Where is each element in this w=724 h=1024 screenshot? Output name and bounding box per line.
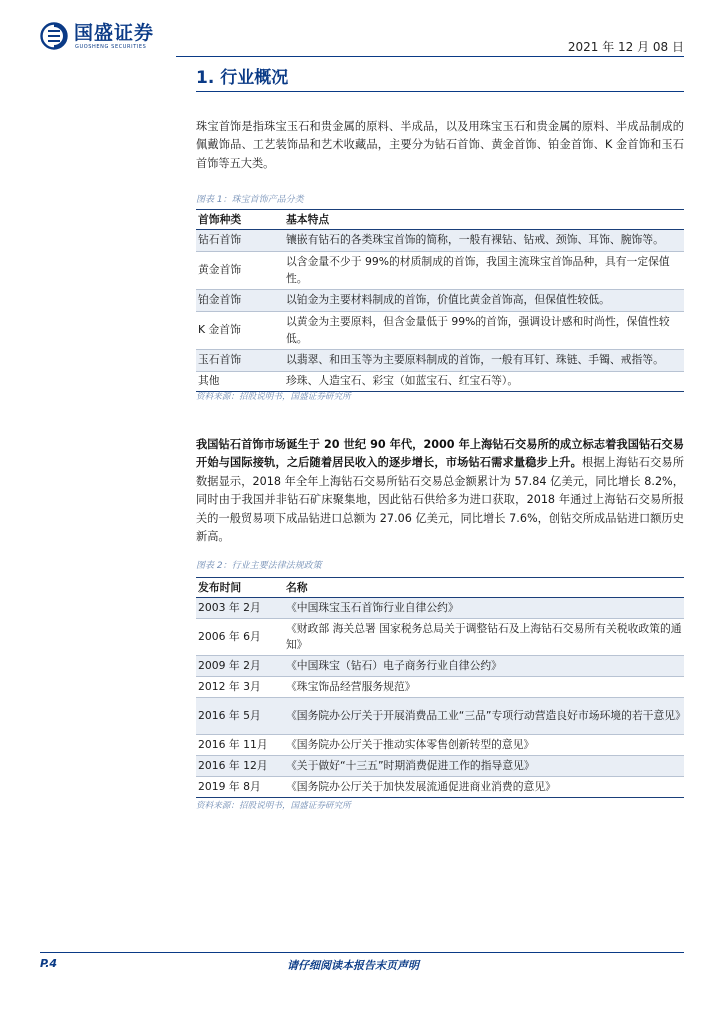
feature-cell: 珍珠、人造宝石、彩宝（如蓝宝石、红宝石等）。 — [284, 372, 684, 392]
feature-cell: 镶嵌有钻石的各类珠宝首饰的简称，一般有裸钻、钻戒、颈饰、耳饰、腕饰等。 — [284, 230, 684, 252]
policy-cell: 《国务院办公厅关于开展消费品工业“三品”专项行动营造良好市场环境的若干意见》 — [284, 698, 684, 735]
feature-cell: 以含金量不少于 99%的材质制成的首饰，我国主流珠宝首饰品种，具有一定保值性。 — [284, 252, 684, 290]
table-row — [196, 698, 684, 735]
policy-cell: 《国务院办公厅关于推动实体零售创新转型的意见》 — [284, 735, 684, 756]
table-row — [196, 230, 684, 252]
policy-cell: 《中国珠宝玉石首饰行业自律公约》 — [284, 598, 684, 619]
intro-paragraph: 珠宝首饰是指珠宝玉石和贵金属的原料、半成品，以及用珠宝玉石和贵金属的原料、半成品制成的佩戴饰品、工艺装饰品和艺术收藏品，主要分为钻石首饰、黄金首饰、铂金首饰、K 金首饰和玉石首饰等五大类。 — [196, 120, 684, 170]
table-row — [196, 290, 684, 312]
table-row — [196, 252, 684, 290]
company-logo-icon — [40, 22, 68, 50]
policy-cell: 《中国珠宝（钻石）电子商务行业自律公约》 — [284, 656, 684, 677]
table-row — [196, 777, 684, 798]
category-cell: 黄金首饰 — [196, 252, 284, 290]
header-divider — [176, 56, 684, 57]
report-date: 2021 年 12 月 08 日 — [567, 40, 684, 54]
table-row — [196, 656, 684, 677]
figure-1-caption: 图表 1：珠宝首饰产品分类 — [196, 195, 304, 205]
footer-divider — [40, 952, 684, 953]
table-row — [196, 619, 684, 656]
date-cell: 2019 年 8月 — [196, 777, 284, 798]
date-cell: 2003 年 2月 — [196, 598, 284, 619]
category-cell: 铂金首饰 — [196, 290, 284, 312]
policy-table — [196, 577, 684, 798]
table-row — [196, 350, 684, 372]
market-paragraph — [196, 436, 684, 546]
date-cell: 2016 年 5月 — [196, 698, 284, 735]
market-paragraph-text: 根据上海钻石交易所数据显示，2018 年全年上海钻石交易所钻石交易总金额累计为 57.84 亿美元，同比增长 8.2%，同时由于我国并非钻石矿床聚集地，因此钻石供给多为进口获取，2018 年通过上海钻石交易所报关的一般贸易项下成品钻进口总额为 27.06 亿美元，同比增长 7.6%，创钻交所成品钻进口额历史新高。 — [196, 456, 684, 544]
date-cell: 2016 年 12月 — [196, 756, 284, 777]
category-cell: 其他 — [196, 372, 284, 392]
policy-cell: 《国务院办公厅关于加快发展流通促进商业消费的意见》 — [284, 777, 684, 798]
policy-cell: 《珠宝饰品经营服务规范》 — [284, 677, 684, 698]
table-row — [196, 756, 684, 777]
date-cell: 2016 年 11月 — [196, 735, 284, 756]
policy-cell: 《关于做好“十三五”时期消费促进工作的指导意见》 — [284, 756, 684, 777]
date-cell: 2006 年 6月 — [196, 619, 284, 656]
table1-header-type: 首饰种类 — [196, 210, 284, 230]
table2-source: 资料来源：招股说明书，国盛证券研究所 — [196, 801, 351, 811]
figure-2-caption: 图表 2：行业主要法律法规政策 — [196, 561, 322, 571]
feature-cell: 以黄金为主要原料，但含金量低于 99%的首饰，强调设计感和时尚性，保值性较低。 — [284, 312, 684, 350]
table-row — [196, 735, 684, 756]
category-cell: K 金首饰 — [196, 312, 284, 350]
feature-cell: 以翡翠、和田玉等为主要原料制成的首饰，一般有耳钉、珠链、手镯、戒指等。 — [284, 350, 684, 372]
section-title: 1. 行业概况 — [196, 68, 289, 88]
category-cell: 钻石首饰 — [196, 230, 284, 252]
product-category-table — [196, 209, 684, 392]
section-divider — [196, 91, 684, 92]
brand-name-en: GUOSHENG SECURITIES — [75, 44, 147, 50]
disclaimer-notice: 请仔细阅读本报告末页声明 — [287, 959, 419, 972]
table1-source: 资料来源：招股说明书，国盛证券研究所 — [196, 392, 351, 402]
brand-name: 国盛证券 — [74, 22, 155, 44]
policy-cell: 《财政部 海关总署 国家税务总局关于调整钻石及上海钻石交易所有关税收政策的通知》 — [284, 619, 684, 656]
table-row — [196, 372, 684, 392]
table2-header-name: 名称 — [284, 578, 684, 598]
date-cell: 2009 年 2月 — [196, 656, 284, 677]
feature-cell: 以铂金为主要材料制成的首饰，价值比黄金首饰高，但保值性较低。 — [284, 290, 684, 312]
market-paragraph-bold: 我国钻石首饰市场诞生于 20 世纪 90 年代，2000 年上海钻石交易所的成立标志着我国钻石交易开始与国际接轨，之后随着居民收入的逐步增长，市场钻石需求量稳步上升。 — [196, 438, 684, 470]
table1-header-feature: 基本特点 — [284, 210, 684, 230]
category-cell: 玉石首饰 — [196, 350, 284, 372]
table2-header-date: 发布时间 — [196, 578, 284, 598]
table-row — [196, 312, 684, 350]
table-row — [196, 598, 684, 619]
page-number: P.4 — [40, 957, 58, 970]
table-row — [196, 677, 684, 698]
date-cell: 2012 年 3月 — [196, 677, 284, 698]
